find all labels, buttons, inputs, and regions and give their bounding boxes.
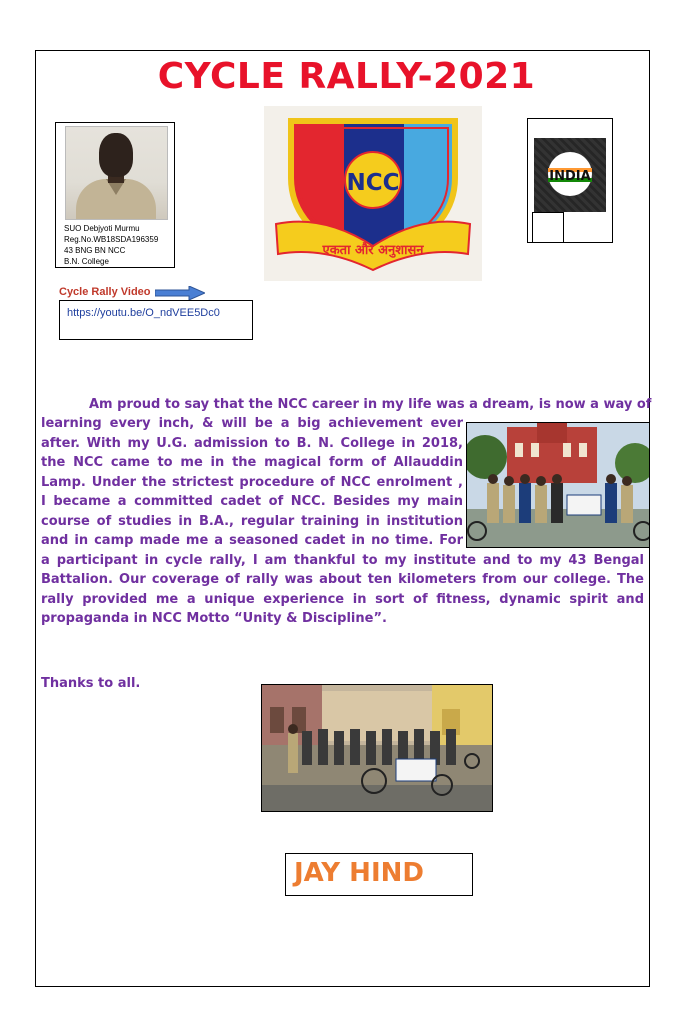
ncc-logo-text: NCC (346, 170, 400, 196)
body-line: Am proud to say that the NCC career in my life was a dream, is now a way of (89, 397, 652, 412)
group-photo (261, 684, 493, 812)
video-label: Cycle Rally Video (59, 286, 151, 298)
profile-details (64, 223, 158, 267)
body-line: Lamp. Under the strictest procedure of NCC enrolment , (41, 475, 463, 490)
profile-reg-no: Reg.No.WB18SDA196359 (64, 235, 159, 244)
body-line: course of studies in B.A., regular training in institution (41, 514, 463, 529)
ncc-logo (264, 106, 482, 281)
profile-college: B.N. College (64, 257, 109, 266)
profile-unit: 43 BNG BN NCC (64, 246, 126, 255)
closing-text: JAY HIND (294, 858, 424, 888)
india-badge-image (534, 138, 606, 212)
closing-box (285, 853, 473, 896)
body-line: I became a committed cadet of NCC. Besides my main (41, 494, 463, 509)
india-badge-text: INDIA (549, 169, 591, 184)
page-title: CYCLE RALLY-2021 (157, 56, 536, 97)
body-line: the NCC came to me in the magical form of Allauddin (41, 455, 463, 470)
video-link[interactable]: https://youtu.be/O_ndVEE5Dc0 (67, 307, 220, 319)
body-line: after. With my U.G. admission to B. N. College in 2018, (41, 436, 463, 451)
body-line: learning every inch, & will be a big achievement ever (41, 416, 463, 431)
body-line: a participant in cycle rally, I am thankful to my institute and to my 43 Bengal (41, 553, 644, 568)
body-line: Battalion. Our coverage of rally was about ten kilometers from our college. The (41, 572, 644, 587)
profile-photo (65, 126, 168, 220)
rally-photo (466, 422, 650, 548)
video-link-box (59, 300, 253, 340)
ncc-motto: एकता और अनुशासन (322, 243, 424, 258)
body-line: propaganda in NCC Motto “Unity & Discipline”. (41, 611, 387, 626)
india-badge-caption-box (532, 212, 564, 243)
thanks-text: Thanks to all. (41, 676, 141, 691)
india-badge-frame (527, 118, 613, 243)
profile-card (55, 122, 175, 268)
body-line: rally provided me a unique experience in sort of fitness, dynamic spirit and (41, 592, 644, 607)
body-line: and in camp made me a seasoned cadet in no time. For (41, 533, 463, 548)
profile-name: SUO Debjyoti Murmu (64, 224, 140, 233)
